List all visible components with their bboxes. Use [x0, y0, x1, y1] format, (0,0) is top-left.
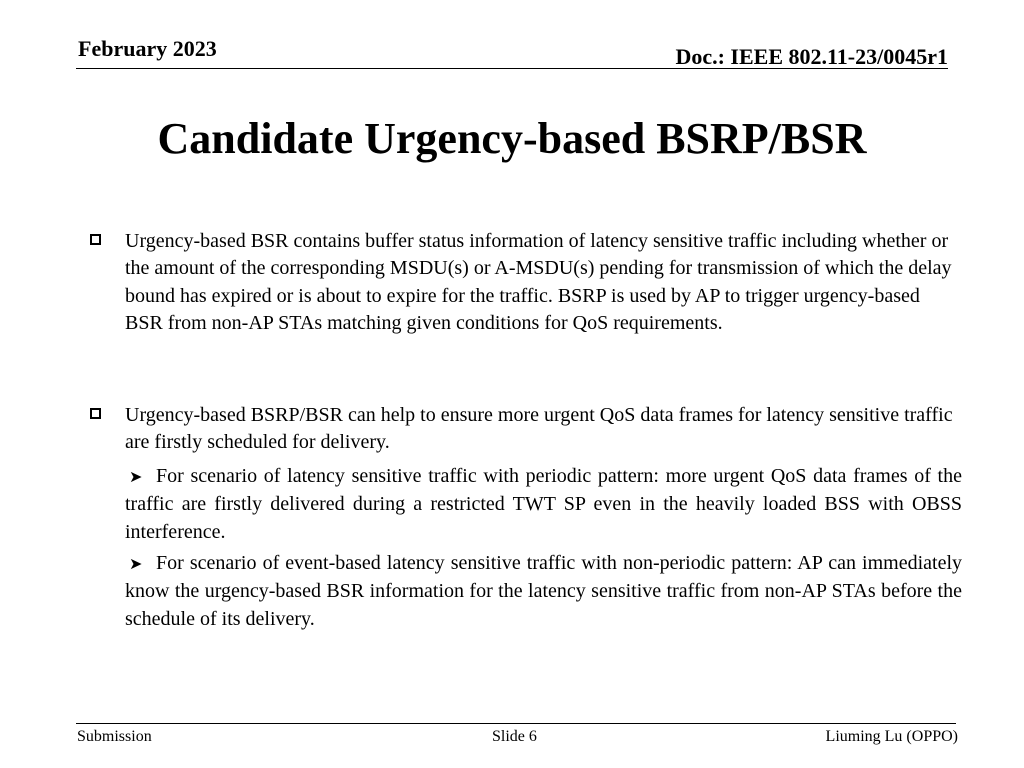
footer-divider [76, 723, 956, 724]
header-doc-number: Doc.: IEEE 802.11-23/0045r1 [675, 44, 948, 69]
bullet-item [125, 402, 961, 457]
header-divider [76, 68, 948, 69]
sub-bullet-item [125, 550, 962, 633]
square-bullet-icon [90, 408, 101, 419]
arrow-bullet-icon: ➤ [129, 469, 143, 486]
sub-bullet-item [125, 463, 962, 546]
footer-slide-number: Slide 6 [492, 728, 537, 745]
bullet-text: Urgency-based BSR contains buffer status information of latency sensitive traffic including whether or the amount of the corresponding MSDU(s) or A-MSDU(s) pending for transmission of which the delay bound has expired or is about to expire for the traffic. BSRP is used by AP to trigger urgency-based BSR from non-AP STAs matching given conditions for QoS requirements. [125, 230, 952, 334]
slide-title: Candidate Urgency-based BSRP/BSR [157, 114, 867, 163]
square-bullet-icon [90, 234, 101, 245]
header-date: February 2023 [78, 36, 217, 61]
footer-submission: Submission [77, 728, 152, 745]
sub-bullet-text: For scenario of event-based latency sensitive traffic with non-periodic pattern: AP can immediately know the urgency-based BSR information for the latency sensitive traffic from non-AP STAs before the schedule of its delivery. [125, 552, 962, 630]
bullet-text: Urgency-based BSRP/BSR can help to ensure more urgent QoS data frames for latency sensitive traffic are firstly scheduled for delivery. [125, 404, 953, 454]
footer-author: Liuming Lu (OPPO) [825, 728, 958, 745]
arrow-bullet-icon: ➤ [129, 556, 143, 573]
bullet-item [125, 228, 961, 337]
sub-bullet-text: For scenario of latency sensitive traffic with periodic pattern: more urgent QoS data frames of the traffic are firstly delivered during a restricted TWT SP even in the heavily loaded BSS with OBSS interference. [125, 465, 962, 543]
